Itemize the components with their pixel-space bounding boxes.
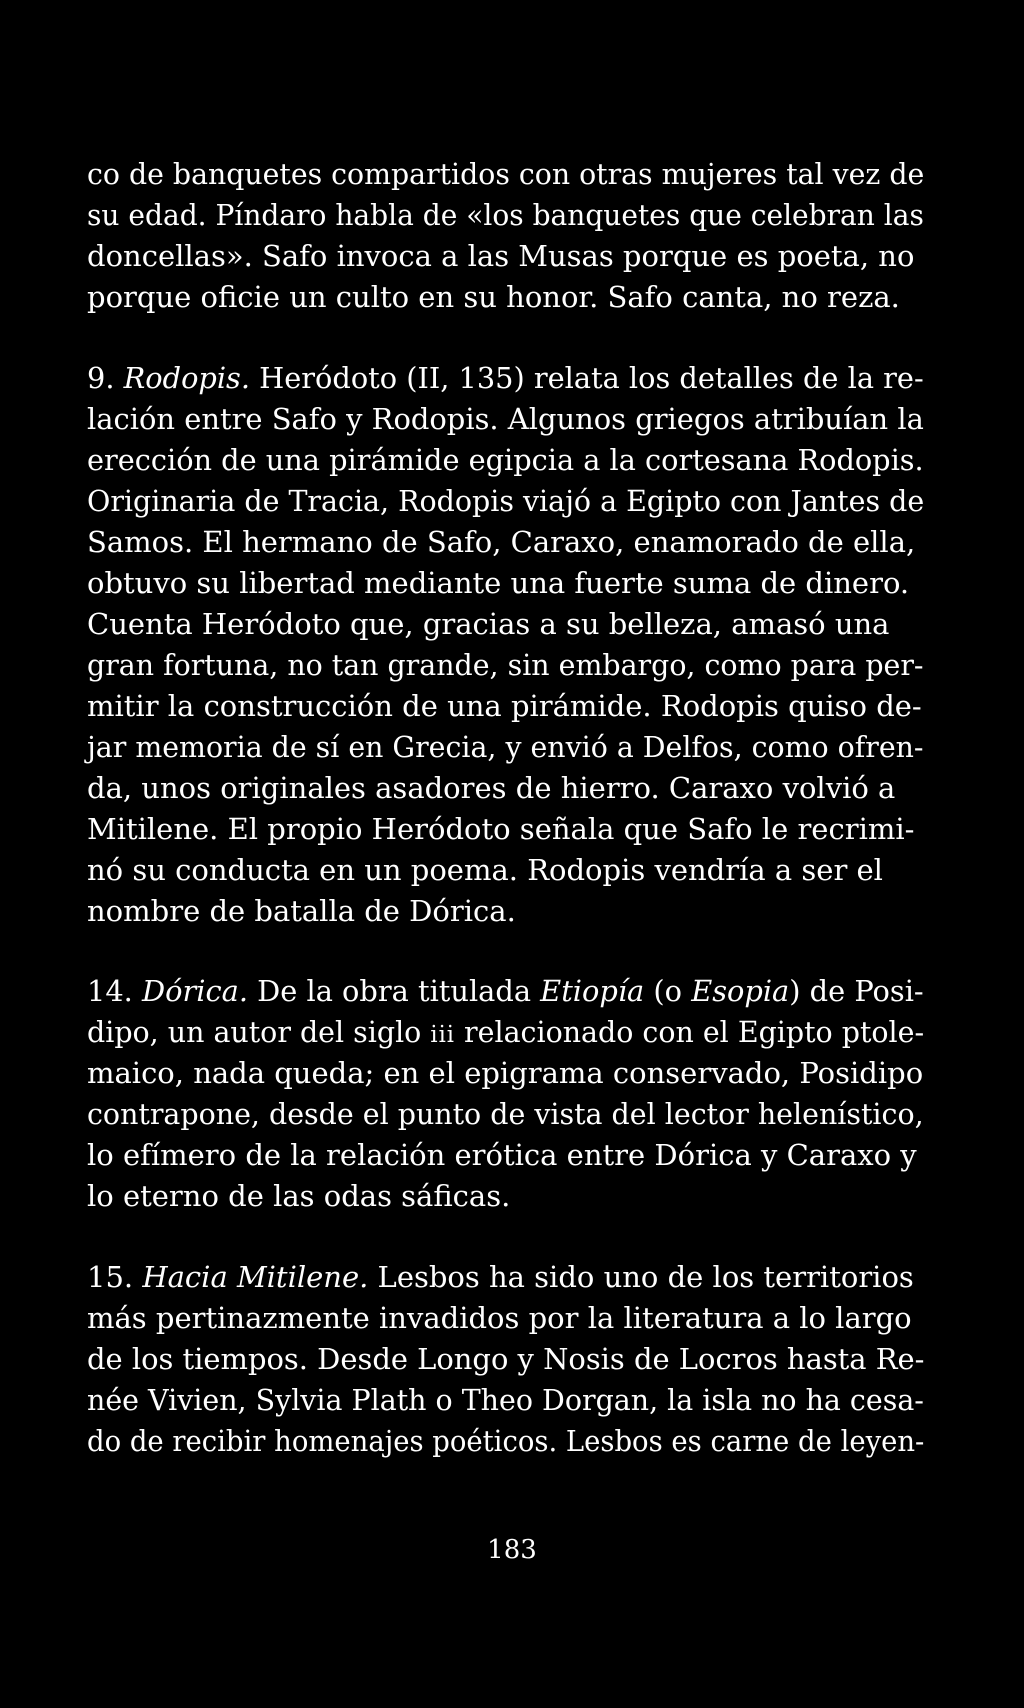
- text-line: de los tiempos. Desde Longo y Nosis de Locros hasta Re-: [87, 1342, 925, 1376]
- text-line: su edad. Píndaro habla de «los banquetes que celebran las: [87, 198, 924, 232]
- text-line: lo eterno de las odas sáficas.: [87, 1179, 511, 1213]
- page-number: 183: [487, 1535, 537, 1565]
- note-text: De la obra titulada: [247, 974, 541, 1008]
- text-line: lo efímero de la relación erótica entre Dórica y Caraxo y: [87, 1138, 917, 1172]
- note-term: Dórica.: [142, 974, 248, 1008]
- text-line: do de recibir homenajes poéticos. Lesbos es carne de leyen-: [87, 1424, 925, 1458]
- text-line: Samos. El hermano de Safo, Caraxo, enamorado de ella,: [87, 525, 916, 559]
- note-text: relacionado con el Egipto ptole-: [454, 1015, 925, 1049]
- text-line: co de banquetes compartidos con otras mujeres tal vez de: [87, 157, 925, 191]
- note-text: (o: [644, 974, 692, 1008]
- text-line: née Vivien, Sylvia Plath o Theo Dorgan, la isla no ha cesa-: [87, 1383, 924, 1417]
- note-14-first-line: [87, 971, 924, 1011]
- note-15-first-line: [87, 1257, 914, 1297]
- text-line: gran fortuna, no tan grande, sin embargo, como para per-: [87, 648, 924, 682]
- text-line: nó su conducta en un poema. Rodopis vendría a ser el: [87, 853, 883, 887]
- text-line: lación entre Safo y Rodopis. Algunos griegos atribuían la: [87, 402, 924, 436]
- work-title: Etiopía: [540, 974, 645, 1008]
- text-line: obtuvo su libertad mediante una fuerte suma de dinero.: [87, 566, 910, 600]
- text-line: mitir la construcción de una pirámide. Rodopis quiso de-: [87, 689, 922, 723]
- text-line: maico, nada queda; en el epigrama conservado, Posidipo: [87, 1056, 924, 1090]
- century-numeral: iii: [430, 1022, 455, 1048]
- note-14-second-line: [87, 1012, 924, 1055]
- text-line: porque oficie un culto en su honor. Safo canta, no reza.: [87, 280, 900, 314]
- note-number: 14.: [87, 974, 133, 1008]
- text-line: erección de una pirámide egipcia a la cortesana Rodopis.: [87, 443, 924, 477]
- note-number: 9.: [87, 361, 115, 395]
- note-9-first-line: [87, 358, 924, 398]
- note-term: Hacia Mitilene.: [142, 1260, 369, 1294]
- text-line: Cuenta Heródoto que, gracias a su belleza, amasó una: [87, 607, 890, 641]
- text-line: más pertinazmente invadidos por la literatura a lo largo: [87, 1301, 912, 1335]
- text-line: Originaria de Tracia, Rodopis viajó a Egipto con Jantes de: [87, 484, 925, 518]
- text-line: Mitilene. El propio Heródoto señala que Safo le recrimi-: [87, 812, 915, 846]
- note-text: dipo, un autor del siglo: [87, 1015, 431, 1049]
- note-term: Rodopis.: [123, 361, 250, 395]
- text-line: doncellas». Safo invoca a las Musas porque es poeta, no: [87, 239, 915, 273]
- note-text: Lesbos ha sido uno de los territorios: [368, 1260, 914, 1294]
- note-text: Heródoto (II, 135) relata los detalles de la re-: [249, 361, 924, 395]
- note-number: 15.: [87, 1260, 134, 1294]
- text-line: nombre de batalla de Dórica.: [87, 894, 516, 928]
- text-line: jar memoria de sí en Grecia, y envió a Delfos, como ofren-: [87, 730, 924, 764]
- text-line: contrapone, desde el punto de vista del lector helenístico,: [87, 1097, 924, 1131]
- work-title: Esopia: [691, 974, 790, 1008]
- note-text: ) de Posi-: [789, 974, 924, 1008]
- text-line: da, unos originales asadores de hierro. Caraxo volvió a: [87, 771, 896, 805]
